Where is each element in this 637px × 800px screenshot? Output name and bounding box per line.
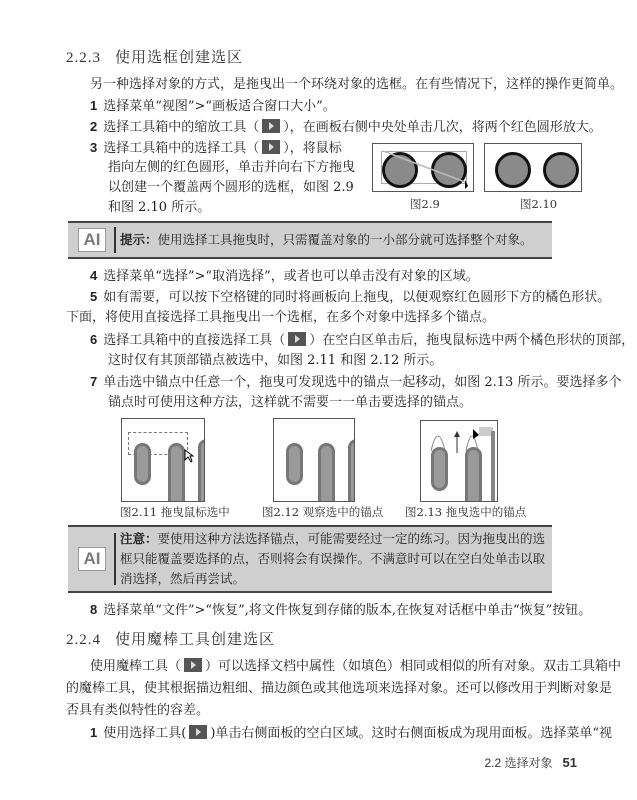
paragraph-text: 使用魔棒工具（ [90,659,182,674]
step-1 [90,96,615,117]
circle-shape [495,152,531,188]
orange-shape [318,443,335,502]
step-text: ）在空白区单击后，拖曳鼠标选中两个橘色形状的顶部， [309,333,635,348]
paragraph-text: ）可以选择文档中属性（如填色）相同或相似的所有对象。双击工具箱中 [205,659,622,674]
cursor-icon [184,449,194,463]
step-6-line: 这时仅有其顶部锚点被选中，如图 2.11 和图 2.12 所示。 [108,353,443,368]
step-text: 选择菜单“文件”>“恢复”,将文件恢复到存储的版本,在恢复对话框中单击“恢复”按钮。 [103,603,592,618]
direct-selection-tool-icon [288,332,306,346]
ai-logo-icon: AI [78,228,106,252]
orange-shape [168,443,185,502]
section-number: 2.2.3 [66,50,101,66]
tip-body: 使用选择工具拖曳时，只需覆盖对象的一小部分就可选择整个对象。 [157,232,533,247]
step-1-magic [90,723,615,744]
page-number: 51 [562,755,577,770]
step-text: 选择工具箱中的缩放工具（ [103,120,260,135]
step-number: 1 [90,98,98,113]
step-text: )单击右侧面板的空白区域。这时右侧面板成为现用面板。选择菜单“视 [210,726,613,741]
figure-2-9 [372,143,474,192]
section-number: 2.2.4 [66,632,101,648]
figure-caption: 图2.10 [520,197,558,211]
step-number: 6 [90,332,98,347]
step-number: 1 [90,725,98,740]
step-text: ），将鼠标 [283,141,342,156]
step-number: 8 [90,602,98,617]
figure-2-12 [273,418,355,502]
step-text: 单击选中锚点中任意一个，拖曳可发现选中的锚点一起移动，如图 2.13 所示。要选择多个 [103,375,622,390]
section-title: 使用魔棒工具创建选区 [115,630,276,648]
step-7-line: 锚点时可使用这种方法，这样就不需要一一单击要选择的锚点。 [108,395,473,410]
step-4 [90,266,615,287]
step-text: 选择工具箱中的直接选择工具（ [103,333,286,348]
section-title: 使用选框创建选区 [115,48,244,66]
footer-section: 2.2 选择对象 [484,756,553,770]
step-text: 选择菜单“视图”>“画板适合窗口大小”。 [103,99,336,114]
orange-shape [198,439,205,502]
magic-wand-paragraph [90,657,622,677]
note-box [68,525,552,593]
intro-paragraph: 另一种选择对象的方式，是拖曳出一个环绕对象的选框。在有些情况下，这样的操作更简单。 [90,77,624,92]
step-text: 选择菜单“选择”>“取消选择”，或者也可以单击没有对象的区域。 [103,269,479,284]
circle-shape [543,152,579,188]
step-number: 3 [90,140,98,155]
tip-text [120,230,542,250]
orange-shape [431,447,448,491]
step-3-line: 和图 2.10 所示。 [108,200,211,215]
ai-logo-icon: AI [78,547,106,571]
figure-2-11 [121,418,205,502]
section-heading-2-2-4 [66,628,275,649]
transition-paragraph: 下面，将使用直接选择工具拖曳出一个选框，在多个对象中选择多个锚点。 [66,310,496,325]
note-line: 框只能覆盖要选择的点，否则将会有误操作。不满意时可以在空白处单击以取 [120,551,546,566]
step-2 [90,117,615,138]
paragraph-line: 否具有类似特性的容差。 [66,703,210,718]
step-5 [90,287,615,308]
tip-label: 提示： [120,233,158,247]
selection-tool-icon [189,725,207,739]
step-3-line: 指向左侧的红色圆形，单击并向右下方拖曳 [108,160,356,175]
step-8 [90,600,615,621]
step-number: 5 [90,289,98,304]
note-line: 消选择，然后再尝试。 [120,571,246,586]
zoom-tool-icon [262,119,280,133]
orange-shape [491,431,495,502]
step-number: 2 [90,119,98,134]
orange-shape [465,447,482,502]
orange-shape [134,443,151,485]
figure-caption: 图2.12 观察选中的锚点 [262,505,384,519]
step-text: 如有需要，可以按下空格键的同时将画板向上拖曳，以便观察红色圆形下方的橘色形状。 [103,290,611,305]
orange-shape [286,443,303,485]
figure-caption: 图2.11 拖曳鼠标选中 [120,505,230,519]
magic-wand-tool-icon [184,658,202,672]
step-3 [90,138,360,159]
divider [114,227,116,253]
step-text: ），在画板右侧中央处单击几次，将两个红色圆形放大。 [283,120,602,135]
step-number: 4 [90,268,98,283]
divider [114,533,116,585]
step-text: 选择工具箱中的选择工具（ [103,141,260,156]
page-footer [485,754,578,771]
figure-2-13 [420,420,498,502]
section-heading-2-2-3 [66,46,243,67]
figure-caption: 图2.13 拖曳选中的锚点 [405,505,527,519]
step-3-line: 以创建一个覆盖两个圆形的选框，如图 2.9 [108,180,354,195]
note-line: 要使用这种方法选择锚点，可能需要经过一定的练习。因为拖曳出的选 [157,531,546,546]
step-6 [90,330,635,351]
step-7 [90,372,622,393]
figure-2-10 [484,143,582,192]
paragraph-line: 的魔棒工具，使其根据描边粗细、描边颜色或其他选项来选择对象。还可以修改用于判断对象是 [66,681,613,696]
tip-box [68,221,552,259]
note-label: 注意： [120,532,158,546]
orange-shape [348,439,355,502]
drag-line [373,144,473,191]
step-text: 使用选择工具( [103,726,187,741]
selection-tool-icon [262,140,280,154]
step-number: 7 [90,374,98,389]
note-text [120,529,546,589]
figure-caption: 图2.9 [410,197,440,211]
